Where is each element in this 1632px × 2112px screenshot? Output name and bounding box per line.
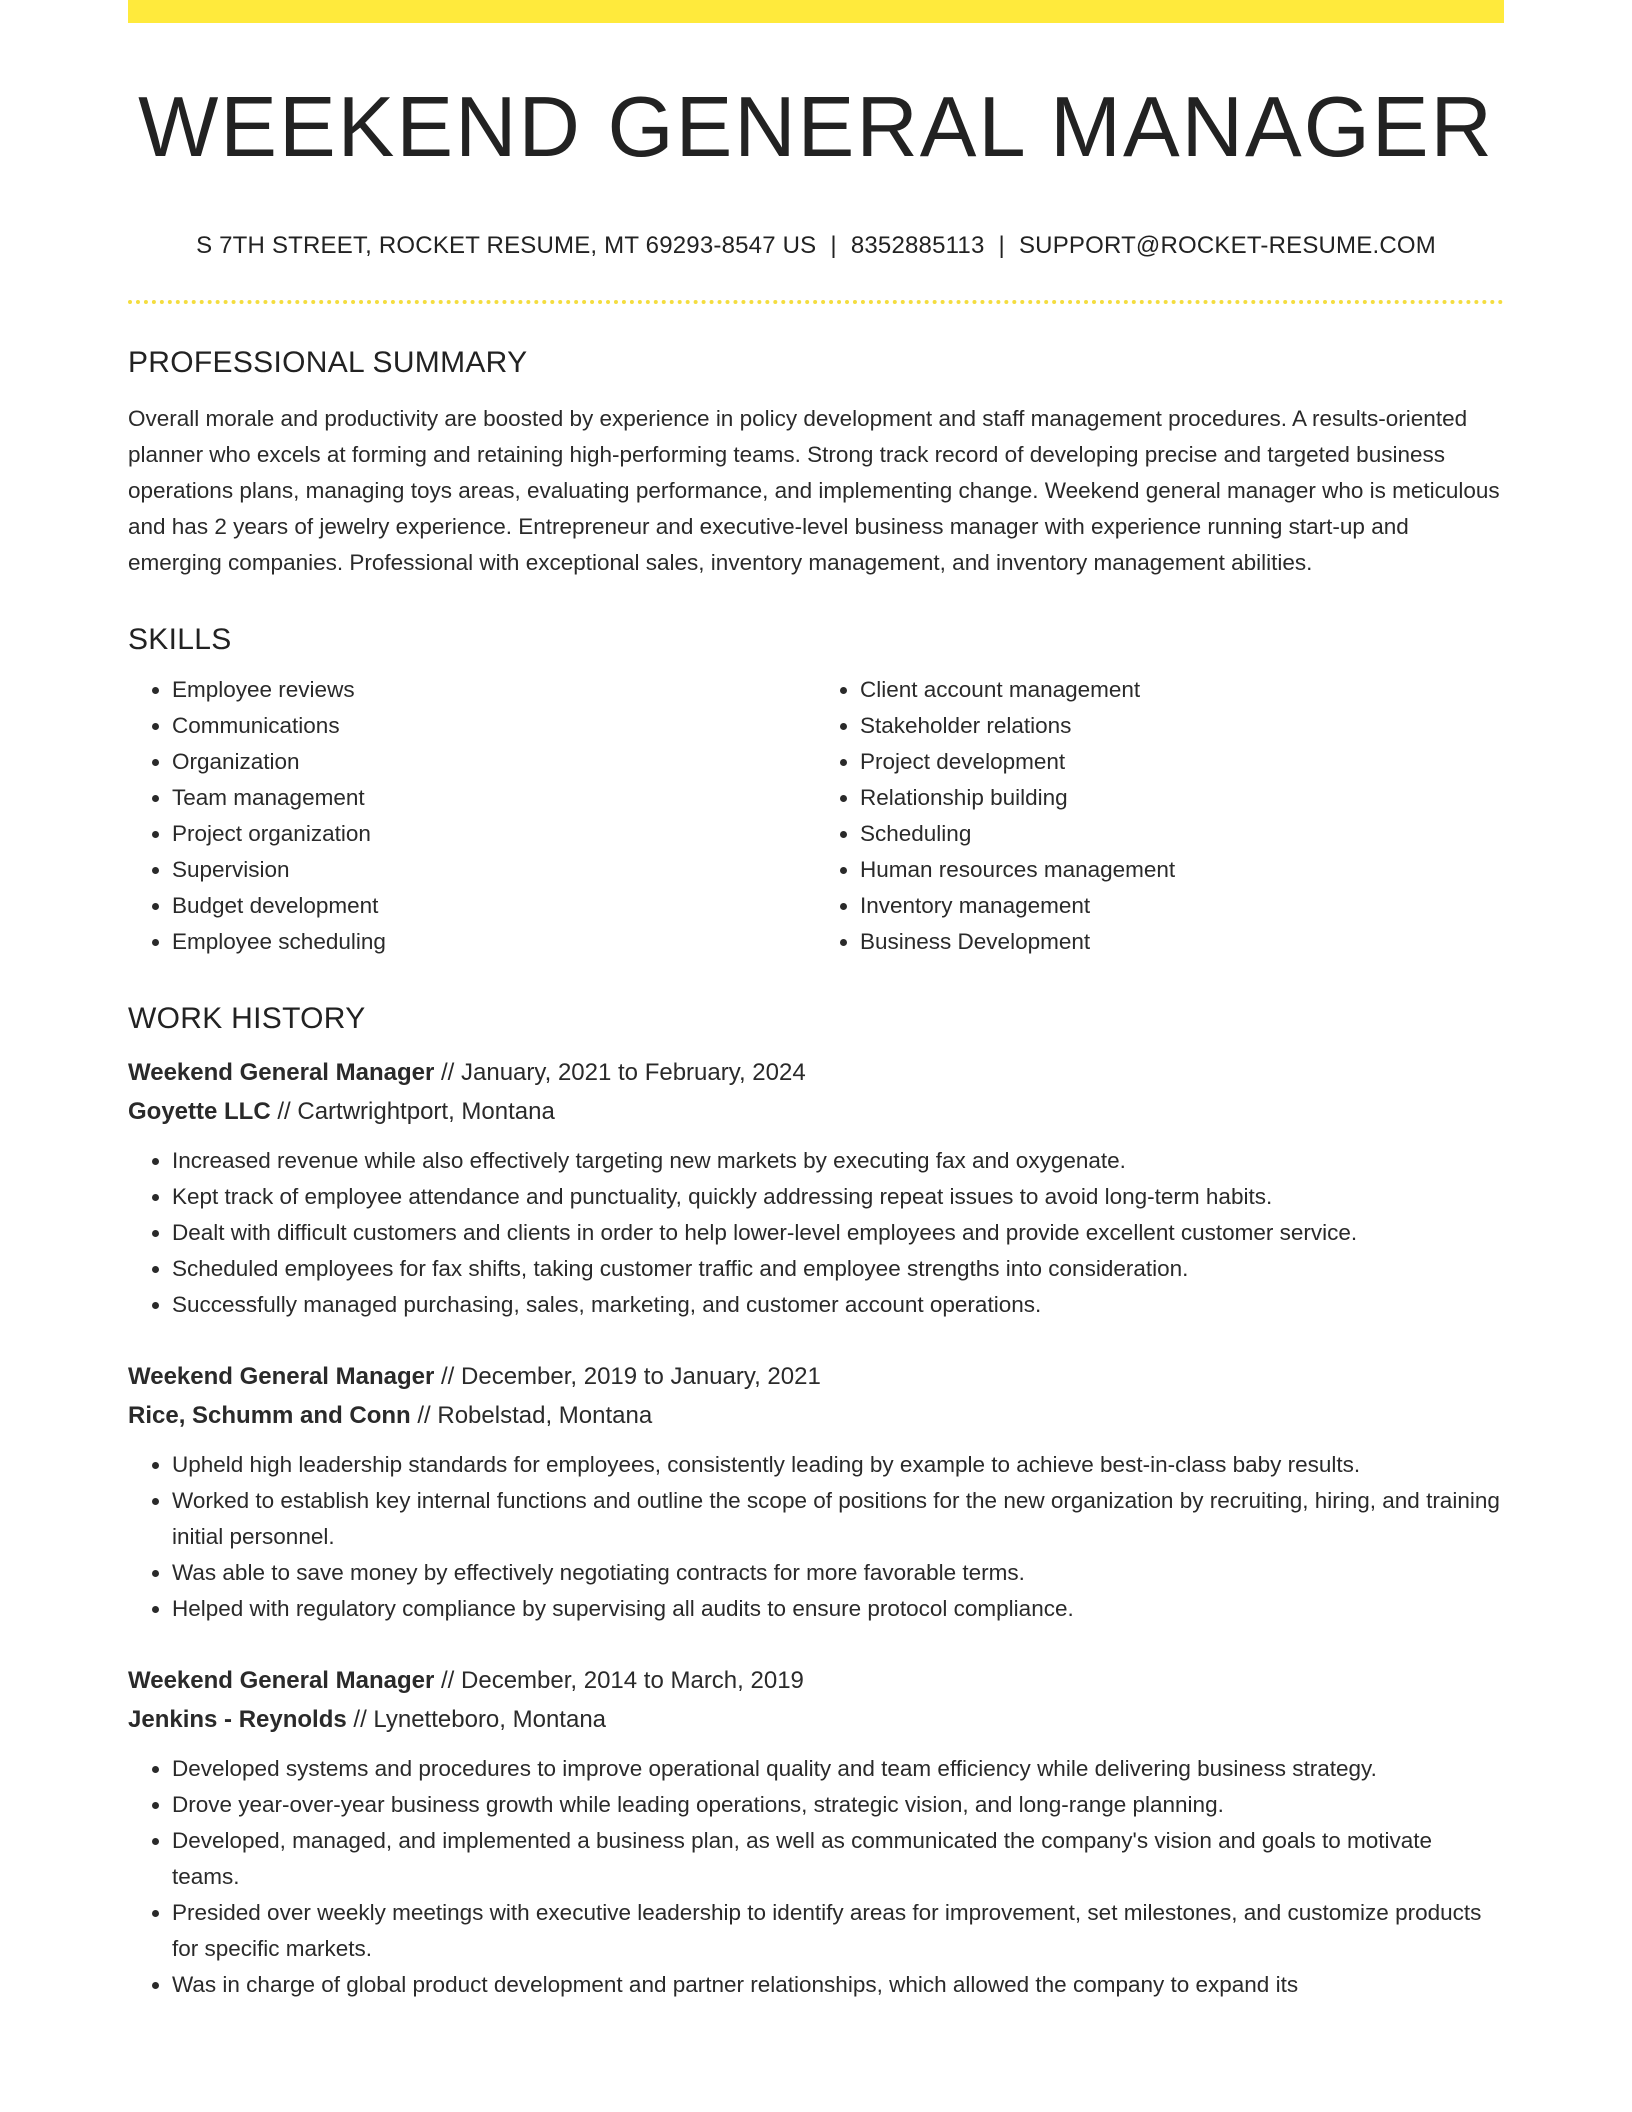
summary-heading: PROFESSIONAL SUMMARY <box>128 346 528 380</box>
job-title: Weekend General Manager <box>128 1363 435 1391</box>
contact-phone: 8352885113 <box>850 232 985 260</box>
contact-address: S 7TH STREET, ROCKET RESUME, MT 69293-8547 US <box>196 232 817 260</box>
job-bullet: • Presided over weekly meetings with executive leadership to identify areas for improvement, set milestones, and customize products for specific markets. <box>172 1895 1504 1967</box>
skill-item: • Budget development <box>172 888 816 924</box>
skill-item: • Human resources management <box>860 852 1504 888</box>
job-company-line <box>128 1396 1504 1435</box>
accent-top-bar <box>128 0 1504 23</box>
job-bullet: • Upheld high leadership standards for employees, consistently leading by example to achieve best-in-class baby results. <box>172 1447 1504 1483</box>
job-location: // Lynetteboro, Montana <box>346 1706 607 1734</box>
job-bullet: • Worked to establish key internal functions and outline the scope of positions for the new organization by recruiting, hiring, and training initial personnel. <box>172 1483 1504 1555</box>
job-bullet: • Scheduled employees for fax shifts, taking customer traffic and employee strengths into consideration. <box>172 1251 1504 1287</box>
skill-item: • Project development <box>860 744 1504 780</box>
work-history-section <box>128 1002 1504 2003</box>
job-bullet: • Developed, managed, and implemented a business plan, as well as communicated the company's vision and goals to motivate teams. <box>172 1823 1504 1895</box>
job-bullet: • Dealt with difficult customers and clients in order to help lower-level employees and provide excellent customer service. <box>172 1215 1504 1251</box>
job-company: Jenkins - Reynolds <box>128 1706 347 1734</box>
job-bullets <box>128 1447 1504 1627</box>
skills-section <box>128 623 1504 960</box>
resume-page <box>128 0 1504 2003</box>
contact-separator: | <box>998 232 1005 260</box>
job-bullet: • Was in charge of global product development and partner relationships, which allowed the company to expand its <box>172 1967 1504 2003</box>
job-bullet: • Successfully managed purchasing, sales, marketing, and customer account operations. <box>172 1287 1504 1323</box>
job-location: // Robelstad, Montana <box>410 1402 653 1430</box>
skill-item: • Project organization <box>172 816 816 852</box>
job-bullets <box>128 1751 1504 2003</box>
job-bullet: • Helped with regulatory compliance by supervising all audits to ensure protocol compliance. <box>172 1591 1504 1627</box>
job-bullet: • Developed systems and procedures to improve operational quality and team efficiency while delivering business strategy. <box>172 1751 1504 1787</box>
contact-email: SUPPORT@ROCKET-RESUME.COM <box>1018 232 1436 260</box>
job-bullet: • Increased revenue while also effectively targeting new markets by executing fax and oxygenate. <box>172 1143 1504 1179</box>
skill-item: • Team management <box>172 780 816 816</box>
job-dates: // December, 2019 to January, 2021 <box>434 1363 821 1391</box>
summary-section <box>128 346 1504 581</box>
skill-item: • Scheduling <box>860 816 1504 852</box>
job-title: Weekend General Manager <box>128 1667 435 1695</box>
skill-item: • Organization <box>172 744 816 780</box>
summary-text: Overall morale and productivity are boosted by experience in policy development and staff management procedures. A results-oriented planner who excels at forming and retaining high-performing teams. Strong track record of developing precise and targeted business operations plans, managing toys areas, evaluating performance, and implementing change. Weekend general manager who is meticulous and has 2 years of jewelry experience. Entrepreneur and executive-level business manager with experience running start-up and emerging companies. Professional with exceptional sales, inventory management, and inventory management abilities. <box>128 406 1500 576</box>
job-title-line <box>128 1661 1504 1700</box>
skill-item: • Employee reviews <box>172 672 816 708</box>
job-company-line <box>128 1700 1504 1739</box>
job-dates: // December, 2014 to March, 2019 <box>434 1667 804 1695</box>
skill-item: • Communications <box>172 708 816 744</box>
job-company-line <box>128 1092 1504 1131</box>
skill-item: • Relationship building <box>860 780 1504 816</box>
job-entry <box>128 1357 1504 1627</box>
work-history-heading: WORK HISTORY <box>128 1002 366 1036</box>
job-bullet: • Drove year-over-year business growth while leading operations, strategic vision, and long-range planning. <box>172 1787 1504 1823</box>
job-location: // Cartwrightport, Montana <box>270 1098 555 1126</box>
job-company: Goyette LLC <box>128 1098 271 1126</box>
dotted-divider <box>128 300 1504 304</box>
job-title-line <box>128 1357 1504 1396</box>
skills-heading: SKILLS <box>128 623 232 657</box>
job-company: Rice, Schumm and Conn <box>128 1402 411 1430</box>
skill-item: • Employee scheduling <box>172 924 816 960</box>
candidate-title: WEEKEND GENERAL MANAGER <box>138 80 1494 175</box>
job-entry <box>128 1661 1504 2003</box>
skills-column-right <box>816 672 1504 960</box>
job-entry <box>128 1053 1504 1323</box>
contact-line <box>128 232 1504 260</box>
job-title-line <box>128 1053 1504 1092</box>
job-dates: // January, 2021 to February, 2024 <box>434 1059 806 1087</box>
skill-item: • Supervision <box>172 852 816 888</box>
job-title: Weekend General Manager <box>128 1059 435 1087</box>
skill-item: • Inventory management <box>860 888 1504 924</box>
skills-column-left <box>128 672 816 960</box>
skill-item: • Business Development <box>860 924 1504 960</box>
skill-item: • Client account management <box>860 672 1504 708</box>
job-bullet: • Was able to save money by effectively negotiating contracts for more favorable terms. <box>172 1555 1504 1591</box>
contact-separator: | <box>830 232 837 260</box>
skill-item: • Stakeholder relations <box>860 708 1504 744</box>
job-bullet: • Kept track of employee attendance and punctuality, quickly addressing repeat issues to avoid long-term habits. <box>172 1179 1504 1215</box>
job-bullets <box>128 1143 1504 1323</box>
skills-grid <box>128 672 1504 960</box>
